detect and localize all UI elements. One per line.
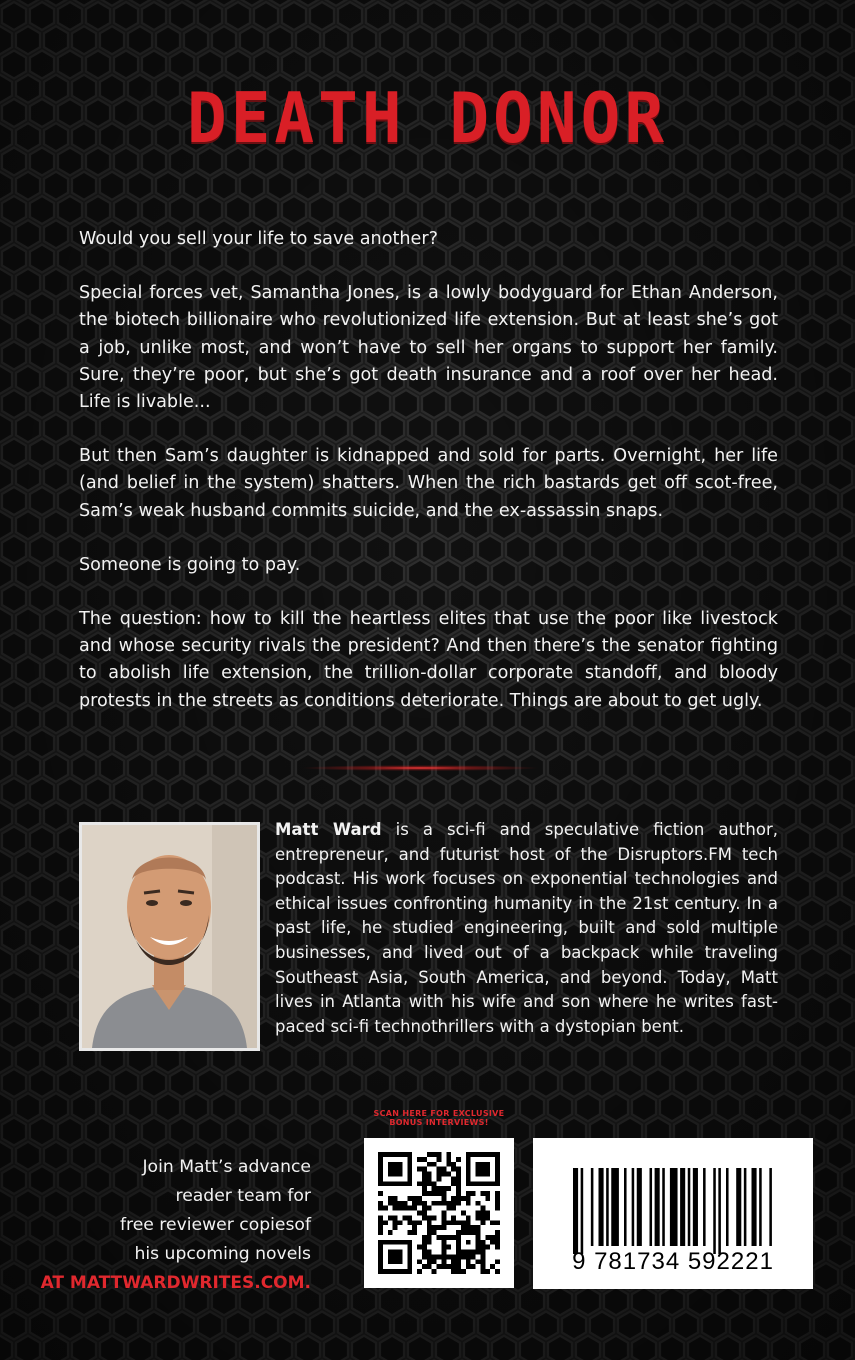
qr-code-icon bbox=[378, 1152, 500, 1274]
isbn-number: 9 781734 592221 bbox=[572, 1248, 774, 1275]
book-title: DEATH DONOR bbox=[186, 78, 669, 159]
qr-caption-line: BONUS INTERVIEWS! bbox=[389, 1118, 489, 1127]
callout-line: his upcoming novels bbox=[134, 1244, 311, 1264]
callout-line: free reviewer copiesof bbox=[119, 1215, 311, 1235]
author-bio-text: is a sci-fi and speculative fiction author, entrepreneur, and futurist host of the Disruptors.FM tech podcast. His work focuses on exponential technologies and ethical issues confronting humanity in the 21st century. In a past life, he studied engineering, built and sold multiple businesses, and lived out of a backpack while traveling Southeast Asia, South America, and beyond. Today, Matt lives in Atlanta with his wife and son where he writes fast-paced sci-fi technothrillers with a dystopian bent. bbox=[275, 820, 778, 1036]
red-glow-divider bbox=[300, 765, 540, 771]
author-name: Matt Ward bbox=[275, 820, 382, 839]
website-link[interactable]: AT MATTWARDWRITES.COM. bbox=[40, 1273, 311, 1293]
blurb-paragraph: Someone is going to pay. bbox=[79, 554, 301, 575]
blurb-paragraph: But then Sam’s daughter is kidnapped and sold for parts. Overnight, her life (and belief in the system) shatters. When the rich bastards get off scot-free, Sam’s weak husband commits suicide, and the ex-assassin snaps. bbox=[79, 446, 778, 521]
callout-line: Join Matt’s advance bbox=[142, 1157, 311, 1177]
blurb-paragraph: Special forces vet, Samantha Jones, is a lowly bodyguard for Ethan Anderson, the biotech billionaire who revolutionized life extension. But at least she’s got a job, unlike most, and won’t have to sell her organs to support her family. Sure, they’re poor, but she’s got death insurance and a roof over her head. Life is livable... bbox=[79, 283, 778, 413]
author-photo bbox=[79, 822, 260, 1051]
qr-code[interactable] bbox=[364, 1138, 514, 1288]
book-blurb bbox=[79, 226, 778, 742]
qr-caption-line: SCAN HERE FOR EXCLUSIVE bbox=[373, 1109, 505, 1118]
author-bio bbox=[275, 818, 778, 1039]
isbn-barcode bbox=[533, 1138, 813, 1289]
qr-caption bbox=[354, 1109, 524, 1127]
blurb-paragraph: Would you sell your life to save another? bbox=[79, 229, 438, 249]
callout-line: reader team for bbox=[175, 1186, 311, 1206]
blurb-paragraph: The question: how to kill the heartless elites that use the poor like livestock and whose security rivals the president? And then there’s the senator fighting to abolish life extension, the trillion-dollar corporate standoff, and bloody protests in the streets as conditions deteriorate. Things are about to get ugly. bbox=[79, 609, 778, 711]
reader-team-callout bbox=[40, 1153, 311, 1298]
